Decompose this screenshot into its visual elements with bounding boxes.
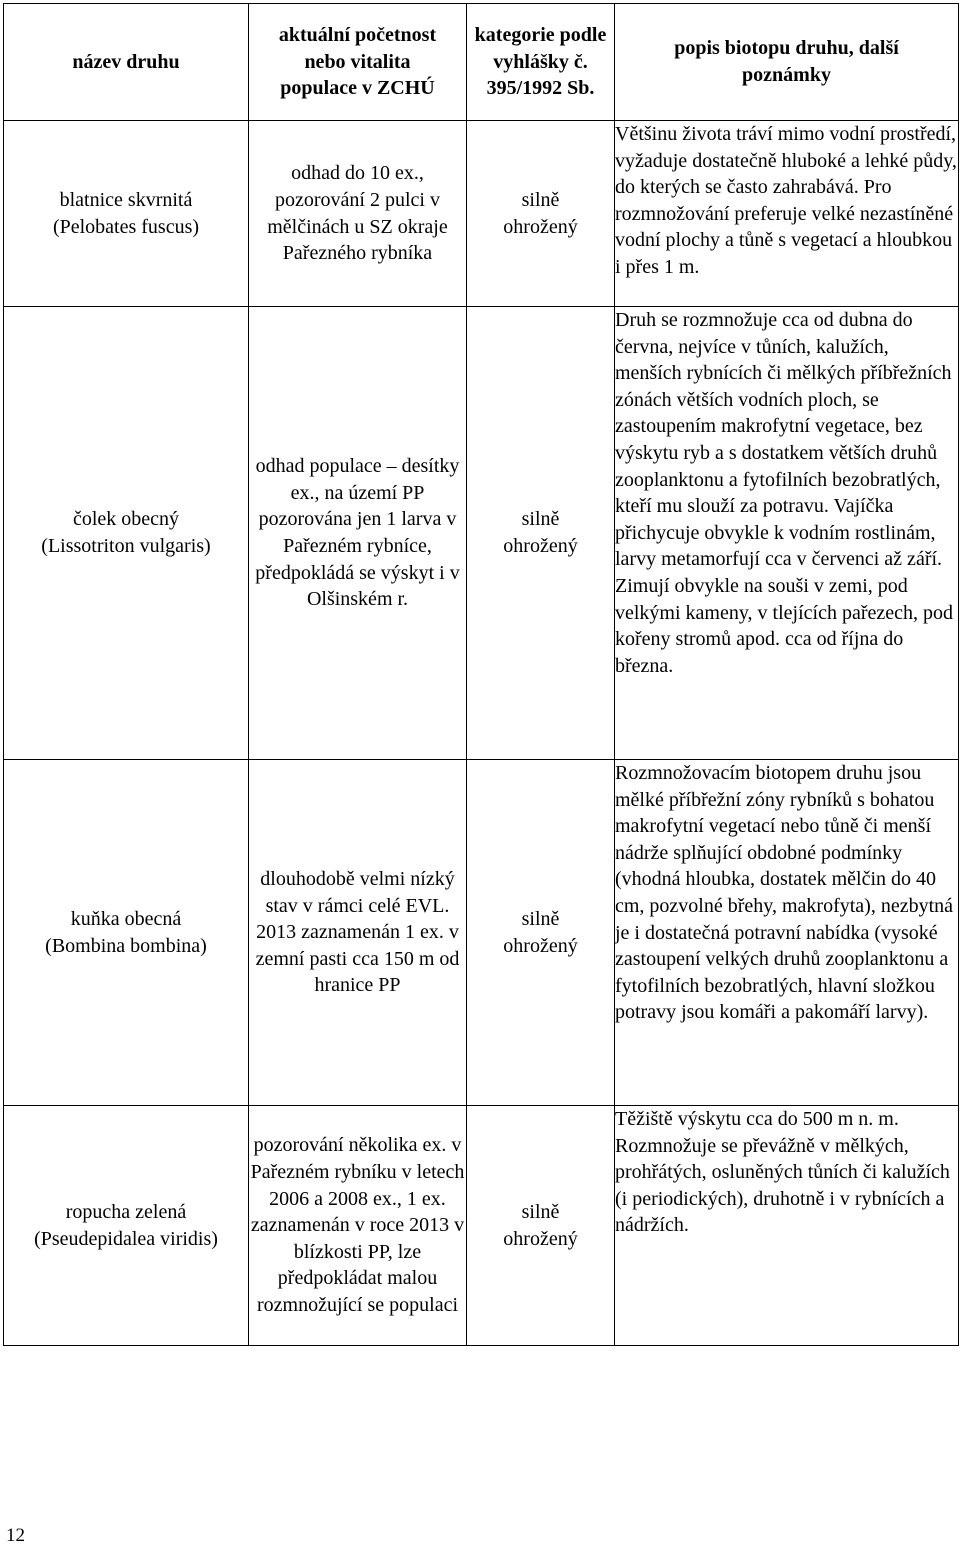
population-text: pozorování několika ex. v Pařezném rybníku v letech 2006 a 2008 ex., 1 ex. zaznamenán v roce 2013 v blízkosti PP, lze předpokládat malou rozmnožující se populaci xyxy=(250,1134,465,1316)
table-row xyxy=(4,1106,959,1346)
population-cell xyxy=(249,307,467,760)
species-table xyxy=(3,3,959,1346)
category-cell xyxy=(467,307,615,760)
category-text: silně ohrožený xyxy=(503,188,578,238)
description-text: Většinu života tráví mimo vodní prostředí, vyžaduje dostatečně hluboké a lehké půdy, do kterých se často zahrabává. Pro rozmnožování preferuje velké nezastíněné vodní plochy a tůně s vegetací a hloubkou i přes 1 m. xyxy=(615,123,957,278)
species-name-cell xyxy=(4,121,249,307)
species-name-cell xyxy=(4,760,249,1106)
species-name-lat: (Lissotriton vulgaris) xyxy=(41,535,211,557)
description-cell xyxy=(615,1106,959,1346)
description-text: Rozmnožovacím biotopem druhu jsou mělké příbřežní zóny rybníků s bohatou makrofytní vegetací nebo tůně či menší nádrže splňující obdobné podmínky (vhodná hloubka, dostatek mělčin do 40 cm, pozvolné břehy, makrofyta), nezbytná je i dostatečná potravní nabídka (vysoké zastoupení velkých druhů zooplanktonu a fytofilních bezobratlých, hlavní složkou potravy jsou komáři a pakomáří larvy). xyxy=(615,762,954,1024)
population-cell xyxy=(249,760,467,1106)
description-text: Druh se rozmnožuje cca od dubna do června, nejvíce v tůních, kalužích, menších rybnících či mělkých příbřežních zónách větších vodních ploch, se zastoupením makrofytní vegetace, bez výskytu ryb a s dostatkem větších druhů zooplanktonu a fytofilních bezobratlých, kteří mu slouží za potravu. Vajíčka přichycuje obvykle k vodním rostlinám, larvy metamorfují cca v červenci až září. Zimují obvykle na souši v zemi, pod velkými kameny, v tlejících pařezech, pod kořeny stromů apod. cca od října do března. xyxy=(615,309,954,677)
header-species-name-text: název druhu xyxy=(72,50,180,73)
population-text: odhad do 10 ex., pozorování 2 pulci v mělčinách u SZ okraje Pařezného rybníka xyxy=(267,162,448,265)
header-species-name xyxy=(4,4,249,121)
table-row xyxy=(4,121,959,307)
population-text: odhad populace – desítky ex., na území PP pozorována jen 1 larva v Pařezném rybníce, předpokládá se výskyt i v Olšinském r. xyxy=(255,455,460,611)
species-name-cell xyxy=(4,307,249,760)
header-description-text: popis biotopu druhu, další poznámky xyxy=(674,37,899,86)
population-text: dlouhodobě velmi nízký stav v rámci celé EVL. 2013 zaznamenán 1 ex. v zemní pasti cca 150 m od hranice PP xyxy=(255,868,460,997)
species-name-lat: (Pseudepidalea viridis) xyxy=(34,1227,218,1250)
header-description xyxy=(615,4,959,121)
category-text: silně ohrožený xyxy=(503,508,578,557)
header-row xyxy=(4,4,959,121)
species-name-cz: kuňka obecná xyxy=(70,907,182,930)
category-text: silně ohrožený xyxy=(503,907,578,957)
species-name-cz: ropucha zelená xyxy=(65,1200,187,1223)
description-cell xyxy=(615,121,959,307)
table-row xyxy=(4,307,959,760)
species-name-cz: blatnice skvrnitá xyxy=(59,188,193,211)
category-cell xyxy=(467,121,615,307)
population-cell xyxy=(249,121,467,307)
header-population-text: aktuální početnost nebo vitalita populace v ZCHÚ xyxy=(278,24,437,100)
header-category-text: kategorie podle vyhlášky č. 395/1992 Sb. xyxy=(474,24,607,100)
header-population xyxy=(249,4,467,121)
species-name-cell xyxy=(4,1106,249,1346)
description-text: Těžiště výskytu cca do 500 m n. m. Rozmnožuje se převážně v mělkých, prohřátých, osluněných tůních či kalužích (i periodických), druhotně i v rybnících a nádržích. xyxy=(615,1108,950,1237)
category-cell xyxy=(467,1106,615,1346)
category-cell xyxy=(467,760,615,1106)
species-name-lat: (Bombina bombina) xyxy=(45,934,207,957)
description-cell xyxy=(615,760,959,1106)
species-name-cz: čolek obecný xyxy=(72,508,180,531)
species-name-lat: (Pelobates fuscus) xyxy=(52,215,200,238)
table-row xyxy=(4,760,959,1106)
category-text: silně ohrožený xyxy=(503,1200,578,1250)
population-cell xyxy=(249,1106,467,1346)
description-cell xyxy=(615,307,959,760)
page-number: 12 xyxy=(6,1525,25,1546)
header-category xyxy=(467,4,615,121)
